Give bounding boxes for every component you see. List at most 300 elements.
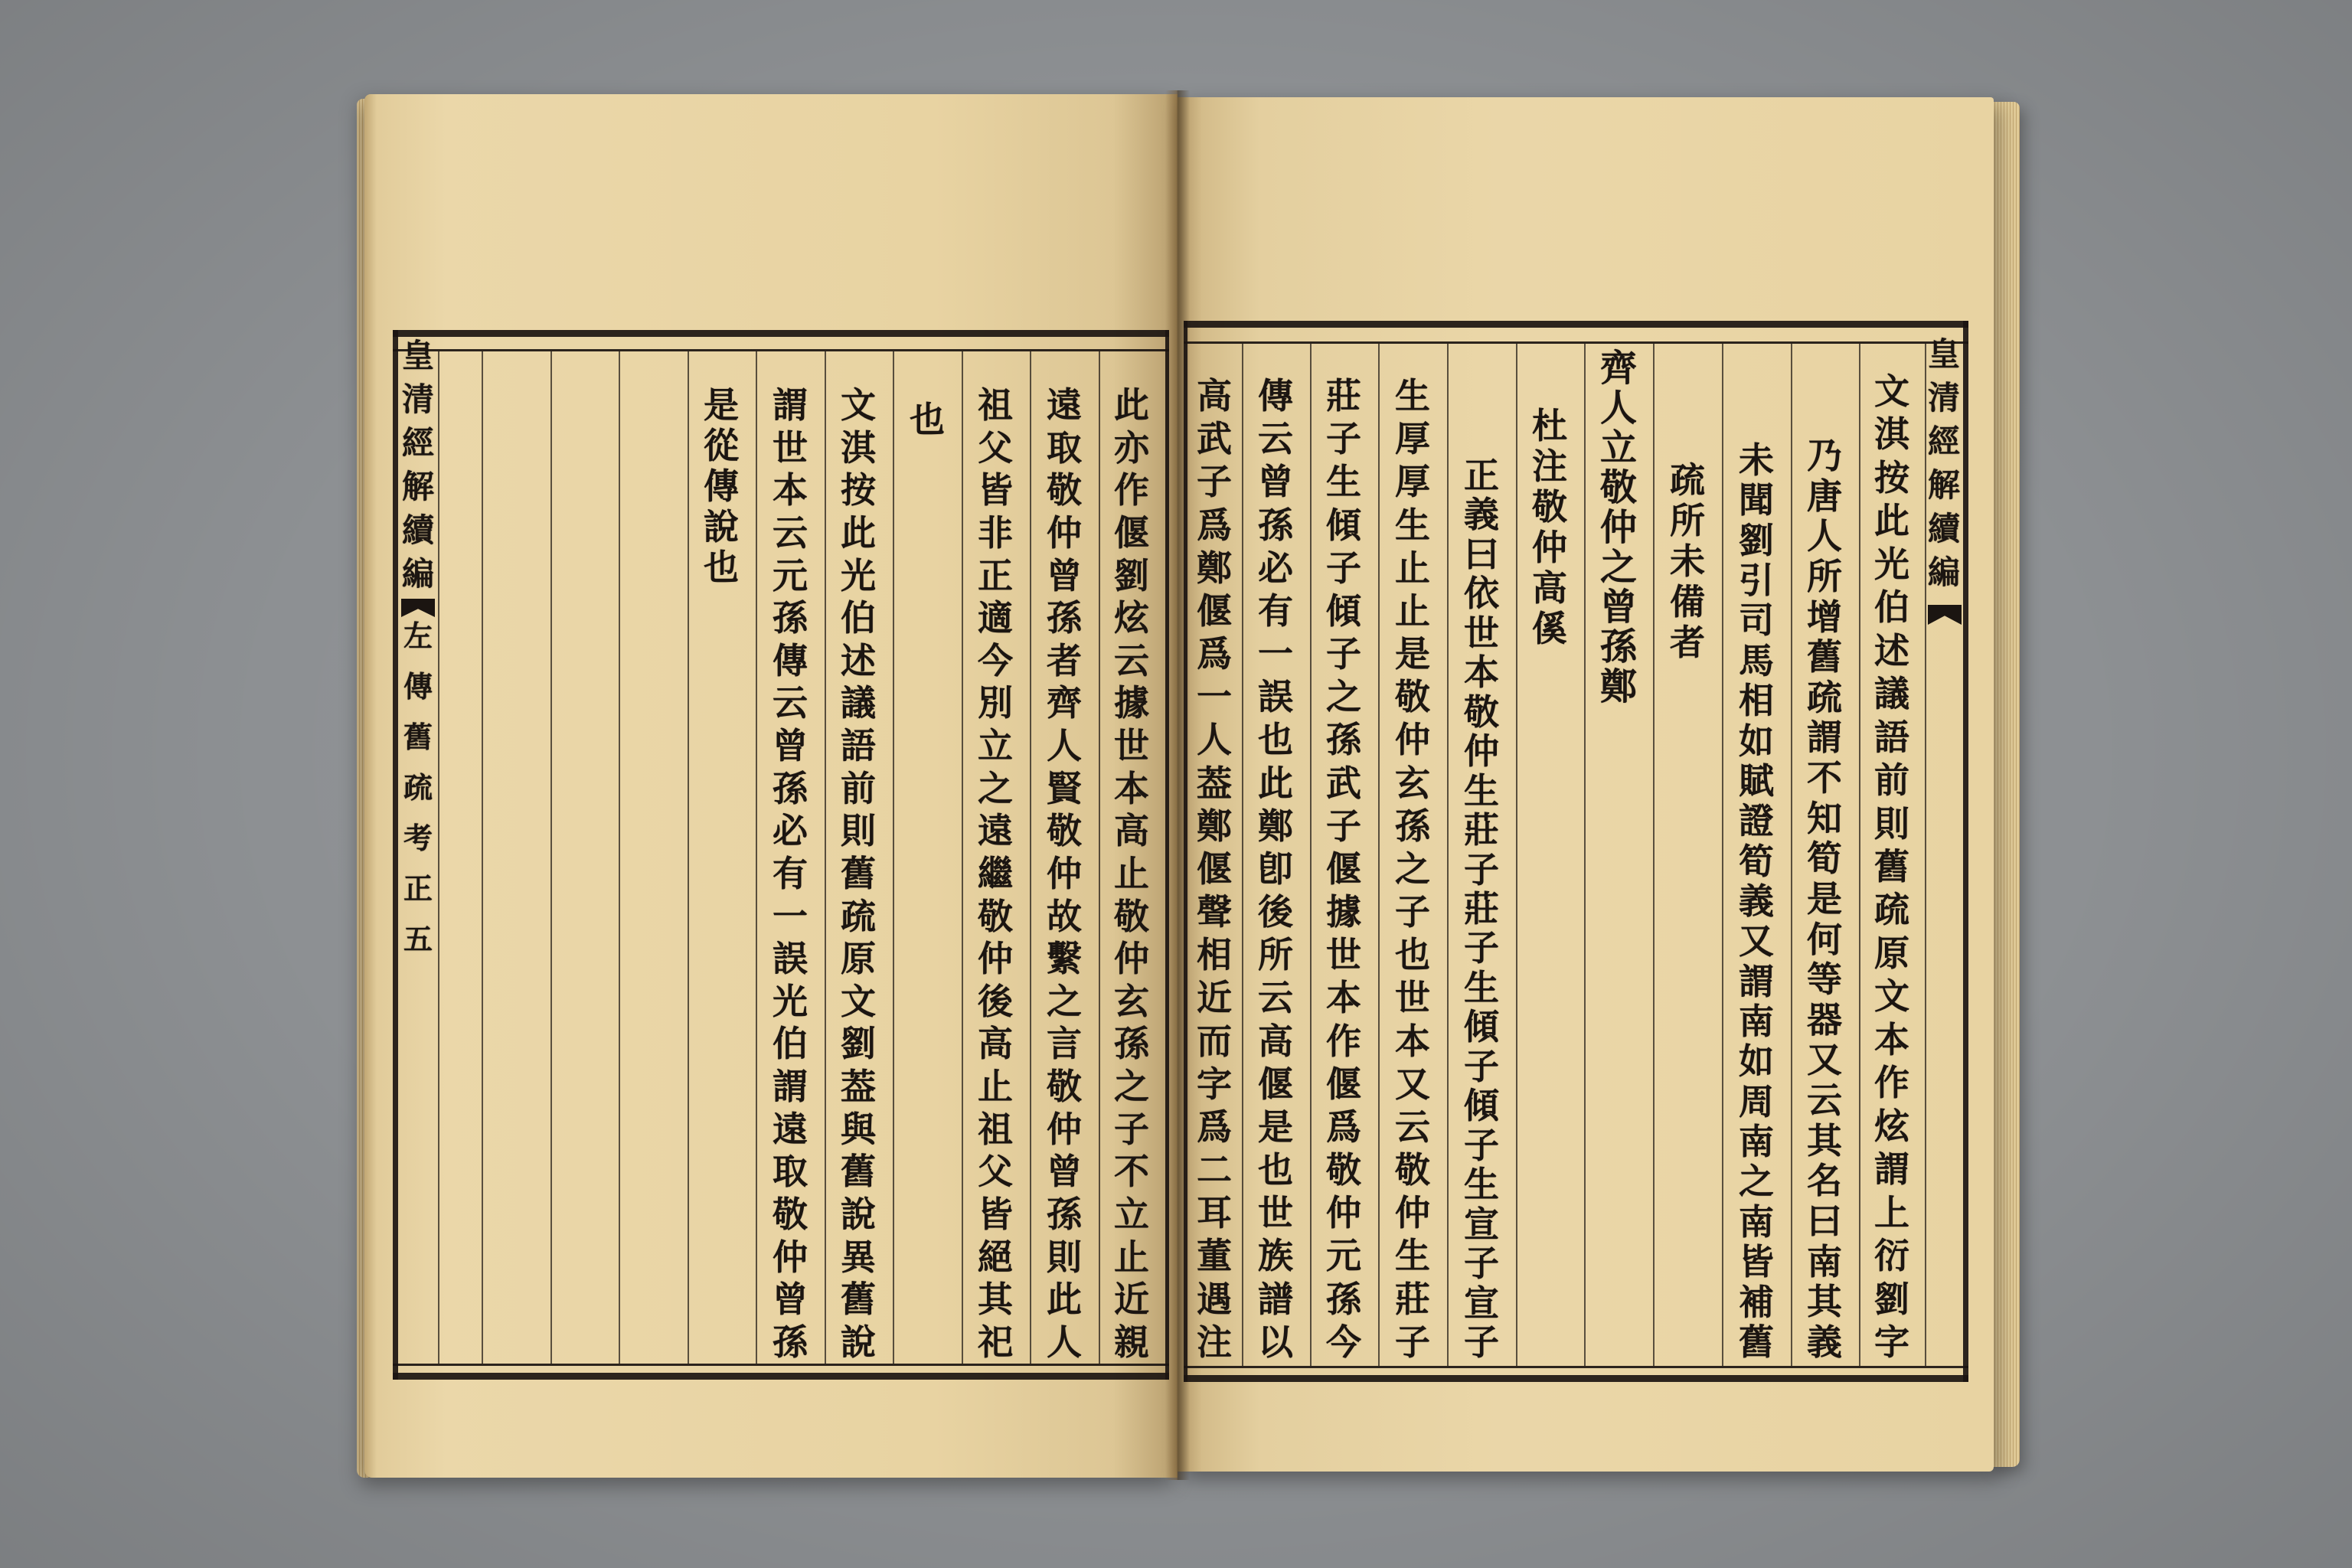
column-rule-line [1653, 344, 1655, 1366]
glyph: 繼 [978, 852, 1013, 894]
left-text-column-7 [689, 384, 753, 588]
glyph: 耳 [1197, 1192, 1232, 1234]
glyph: 鄭 [1197, 547, 1232, 589]
glyph: 生 [1464, 1164, 1499, 1206]
glyph: 議 [841, 682, 876, 724]
glyph: 乃 [1807, 435, 1842, 476]
left-text-column-3 [963, 384, 1027, 1363]
glyph: 莊 [1395, 1278, 1430, 1320]
glyph: 子 [1326, 547, 1361, 589]
glyph: 正 [978, 554, 1013, 596]
glyph: 而 [1197, 1020, 1232, 1062]
glyph: 此 [1114, 384, 1149, 426]
glyph: 南 [1739, 1001, 1774, 1043]
glyph: 孫 [773, 1321, 808, 1363]
column-rule-line [893, 351, 894, 1364]
glyph: 孫 [1047, 597, 1082, 639]
glyph: 作 [1874, 1062, 1909, 1104]
glyph: 淇 [841, 426, 876, 469]
glyph: 說 [841, 1193, 876, 1235]
glyph: 相 [1739, 680, 1774, 722]
glyph: 本 [773, 469, 808, 511]
glyph: 曾 [1258, 461, 1293, 503]
glyph: 止 [1114, 852, 1149, 894]
glyph: 異 [841, 1236, 876, 1278]
glyph: 絕 [978, 1236, 1013, 1278]
glyph: 謂 [773, 384, 808, 426]
glyph: 筍 [1739, 840, 1774, 882]
glyph: 未 [1739, 439, 1774, 481]
glyph: 敬 [1395, 1149, 1430, 1191]
right-text-column-8 [1380, 375, 1445, 1363]
glyph: 云 [773, 682, 808, 724]
glyph: 光 [1874, 543, 1909, 585]
glyph: 爲 [1197, 504, 1232, 546]
glyph: 偃 [1197, 590, 1232, 632]
glyph: 南 [1739, 1121, 1774, 1163]
glyph: 子 [1326, 418, 1361, 460]
glyph: 人 [1807, 515, 1842, 557]
glyph: 劉 [841, 1023, 876, 1065]
glyph: 莊 [1464, 809, 1499, 851]
glyph: 也 [910, 399, 945, 440]
right-page-edge-stack [1989, 102, 2020, 1467]
glyph: 經 [1927, 423, 1960, 460]
glyph: 人 [1599, 387, 1637, 430]
glyph: 曾 [773, 1279, 808, 1321]
glyph: 補 [1739, 1281, 1774, 1323]
glyph: 五 [403, 922, 433, 956]
glyph: 世 [1326, 934, 1361, 976]
glyph: 孫 [1326, 1278, 1361, 1320]
glyph: 族 [1258, 1235, 1293, 1277]
glyph: 是 [704, 384, 739, 426]
glyph: 高 [978, 1023, 1013, 1065]
glyph: 續 [401, 511, 434, 549]
glyph: 者 [1670, 622, 1705, 663]
glyph: 原 [1874, 932, 1909, 974]
glyph: 高 [1258, 1020, 1293, 1062]
glyph: 今 [978, 639, 1013, 681]
glyph: 高 [1197, 375, 1232, 416]
glyph: 別 [978, 682, 1013, 724]
glyph: 子 [1464, 848, 1499, 890]
glyph: 仲 [1395, 719, 1430, 761]
glyph: 前 [1874, 760, 1909, 802]
glyph: 人 [1047, 725, 1082, 766]
glyph: 敬 [773, 1193, 808, 1235]
left-fold-section-label [395, 619, 441, 956]
glyph: 莊 [1464, 887, 1499, 929]
glyph: 亦 [1114, 426, 1149, 469]
glyph: 又 [1739, 920, 1774, 962]
glyph: 子 [1464, 1124, 1499, 1166]
glyph: 疏 [403, 770, 433, 805]
glyph: 正 [1464, 455, 1499, 496]
glyph: 其 [1807, 1119, 1842, 1161]
glyph: 遇 [1197, 1278, 1232, 1320]
glyph: 武 [1197, 418, 1232, 460]
glyph: 作 [1326, 1020, 1361, 1062]
glyph: 故 [1047, 895, 1082, 937]
glyph: 舊 [841, 852, 876, 894]
glyph: 敬 [1047, 469, 1082, 511]
glyph: 後 [978, 980, 1013, 1022]
glyph: 止 [1114, 1236, 1149, 1278]
glyph: 等 [1807, 959, 1842, 1001]
glyph: 清 [401, 381, 434, 418]
glyph: 舊 [841, 1279, 876, 1321]
glyph: 一 [1258, 633, 1293, 675]
glyph: 仲 [1047, 852, 1082, 894]
glyph: 此 [841, 511, 876, 554]
glyph: 立 [978, 725, 1013, 766]
glyph: 孫 [1114, 1023, 1149, 1065]
glyph: 則 [841, 810, 876, 852]
glyph: 注 [1197, 1321, 1232, 1363]
glyph: 誤 [1258, 676, 1293, 718]
right-text-column-2 [1792, 435, 1857, 1363]
glyph: 本 [1464, 652, 1499, 694]
glyph: 孫 [1258, 504, 1293, 546]
right-text-column-10 [1243, 375, 1308, 1363]
right-text-column-9 [1312, 375, 1376, 1363]
glyph: 近 [1114, 1279, 1149, 1321]
glyph: 與 [841, 1108, 876, 1150]
glyph: 云 [1258, 977, 1293, 1019]
glyph: 聞 [1739, 479, 1774, 521]
glyph: 是 [1807, 877, 1842, 920]
glyph: 語 [841, 725, 876, 766]
right-frame-top-thin [1184, 341, 1968, 344]
glyph: 云 [1395, 1106, 1430, 1148]
glyph: 子 [1464, 927, 1499, 969]
glyph: 引 [1739, 560, 1774, 602]
glyph: 子 [1197, 461, 1232, 503]
glyph: 也 [1258, 1149, 1293, 1191]
glyph: 仲 [1464, 730, 1499, 773]
glyph: 光 [773, 980, 808, 1022]
glyph: 名 [1807, 1160, 1842, 1202]
glyph: 敬 [1114, 895, 1149, 937]
glyph: 孫 [1047, 1193, 1082, 1235]
glyph: 云 [1807, 1080, 1842, 1121]
column-rule-line [1722, 344, 1723, 1366]
glyph: 言 [1047, 1023, 1082, 1065]
glyph: 左 [403, 619, 433, 653]
glyph: 世 [1395, 977, 1430, 1019]
glyph: 子 [1395, 1321, 1430, 1363]
column-rule-line [756, 351, 757, 1364]
glyph: 傒 [1532, 608, 1567, 649]
glyph: 繫 [1047, 938, 1082, 980]
glyph: 又 [1395, 1063, 1430, 1105]
glyph: 皆 [978, 1193, 1013, 1235]
glyph: 敬 [978, 895, 1013, 937]
glyph: 傾 [1326, 590, 1361, 632]
glyph: 者 [1047, 639, 1082, 681]
glyph: 也 [1395, 934, 1430, 976]
glyph: 上 [1874, 1191, 1909, 1233]
glyph: 從 [704, 425, 739, 466]
glyph: 曰 [1807, 1200, 1842, 1242]
glyph: 所 [1807, 555, 1842, 597]
glyph: 二 [1197, 1149, 1232, 1191]
glyph: 人 [1047, 1321, 1082, 1363]
glyph: 本 [1395, 1020, 1430, 1062]
glyph: 子 [1114, 1108, 1149, 1150]
glyph: 云 [1258, 418, 1293, 460]
glyph: 仲 [1047, 511, 1082, 554]
glyph: 之 [1326, 676, 1361, 718]
glyph: 議 [1874, 673, 1909, 715]
glyph: 止 [1395, 547, 1430, 589]
glyph: 生 [1326, 461, 1361, 503]
glyph: 子 [1326, 633, 1361, 675]
glyph: 不 [1114, 1151, 1149, 1193]
glyph: 敬 [1047, 810, 1082, 852]
glyph: 據 [1326, 891, 1361, 933]
glyph: 之 [1395, 848, 1430, 890]
glyph: 賢 [1047, 767, 1082, 809]
glyph: 作 [1114, 469, 1149, 511]
left-text-column-2 [1032, 384, 1096, 1363]
glyph: 卽 [1258, 848, 1293, 890]
column-rule-line [482, 351, 483, 1364]
glyph: 司 [1739, 599, 1774, 642]
glyph: 述 [841, 639, 876, 681]
glyph: 證 [1739, 800, 1774, 842]
glyph: 子 [1326, 805, 1361, 847]
glyph: 近 [1197, 977, 1232, 1019]
glyph: 清 [1927, 379, 1960, 416]
glyph: 說 [841, 1321, 876, 1363]
glyph: 文 [1874, 975, 1909, 1018]
glyph: 南 [1807, 1240, 1842, 1282]
glyph: 傾 [1464, 1006, 1499, 1048]
glyph: 編 [401, 555, 434, 593]
glyph: 子 [1395, 891, 1430, 933]
glyph: 敬 [1464, 691, 1499, 733]
glyph: 鄭 [1599, 665, 1637, 708]
right-text-column-11 [1182, 375, 1246, 1363]
glyph: 仲 [1047, 1108, 1082, 1150]
glyph: 爲 [1197, 1106, 1232, 1148]
glyph: 其 [978, 1279, 1013, 1321]
glyph: 皆 [978, 469, 1013, 511]
left-text-column-6 [758, 384, 822, 1363]
glyph: 遠 [978, 810, 1013, 852]
glyph: 有 [773, 852, 808, 894]
glyph: 葢 [1197, 762, 1232, 804]
glyph: 鄭 [1197, 805, 1232, 847]
glyph: 又 [1807, 1039, 1842, 1081]
glyph: 仲 [1395, 1192, 1430, 1234]
glyph: 何 [1807, 918, 1842, 960]
glyph: 劉 [1874, 1278, 1909, 1320]
glyph: 傳 [403, 669, 433, 704]
glyph: 解 [1927, 466, 1960, 504]
glyph: 齊 [1599, 347, 1637, 390]
glyph: 曾 [1047, 554, 1082, 596]
glyph: 爲 [1326, 1106, 1361, 1148]
glyph: 孫 [1395, 805, 1430, 847]
glyph: 偃 [1197, 848, 1232, 890]
column-rule-line [619, 351, 620, 1364]
glyph: 則 [1047, 1236, 1082, 1278]
glyph: 傾 [1326, 504, 1361, 546]
glyph: 伯 [773, 1023, 808, 1065]
glyph: 偃 [1114, 511, 1149, 554]
glyph: 宣 [1464, 1282, 1499, 1324]
glyph: 之 [1047, 980, 1082, 1022]
glyph: 取 [1047, 426, 1082, 469]
glyph: 敬 [1395, 676, 1430, 718]
column-rule-line [1030, 351, 1031, 1364]
glyph: 世 [1114, 725, 1149, 766]
glyph: 遠 [773, 1108, 808, 1150]
glyph: 仲 [1599, 506, 1637, 549]
glyph: 經 [401, 424, 434, 462]
glyph: 考 [403, 821, 433, 855]
glyph: 皇 [1927, 335, 1960, 373]
right-text-column-7 [1449, 455, 1514, 1363]
glyph: 高 [1532, 567, 1567, 609]
glyph: 今 [1326, 1321, 1361, 1363]
glyph: 衍 [1874, 1235, 1909, 1277]
glyph: 炫 [1874, 1105, 1909, 1147]
glyph: 正 [403, 871, 433, 906]
glyph: 一 [1197, 676, 1232, 718]
glyph: 止 [1395, 590, 1430, 632]
glyph: 生 [1395, 375, 1430, 416]
glyph: 疏 [841, 895, 876, 937]
glyph: 謂 [1739, 960, 1774, 1002]
glyph: 未 [1670, 541, 1705, 582]
glyph: 語 [1874, 716, 1909, 758]
glyph: 玄 [1395, 762, 1430, 804]
left-frame-bottom-thin [393, 1364, 1169, 1366]
glyph: 孫 [1326, 719, 1361, 761]
glyph: 此 [1047, 1279, 1082, 1321]
glyph: 所 [1258, 934, 1293, 976]
glyph: 生 [1395, 504, 1430, 546]
glyph: 元 [773, 554, 808, 596]
glyph: 曾 [1599, 586, 1637, 629]
glyph: 器 [1807, 998, 1842, 1040]
glyph: 曾 [1047, 1151, 1082, 1193]
glyph: 備 [1670, 581, 1705, 622]
glyph: 所 [1670, 500, 1705, 541]
glyph: 敬 [1047, 1066, 1082, 1107]
glyph: 謂 [1874, 1148, 1909, 1191]
glyph: 爲 [1197, 633, 1232, 675]
glyph: 編 [1927, 554, 1960, 591]
glyph: 取 [773, 1151, 808, 1193]
glyph: 疏 [1670, 459, 1705, 501]
glyph: 其 [1807, 1281, 1842, 1323]
left-text-column-1 [1099, 384, 1164, 1363]
glyph: 本 [1326, 977, 1361, 1019]
glyph: 義 [1739, 880, 1774, 922]
glyph: 舊 [841, 1151, 876, 1193]
glyph: 炫 [1114, 597, 1149, 639]
glyph: 生 [1464, 769, 1499, 812]
glyph: 謂 [1807, 717, 1842, 759]
glyph: 遠 [1047, 384, 1082, 426]
glyph: 如 [1739, 1040, 1774, 1083]
glyph: 敬 [1326, 1149, 1361, 1191]
glyph: 後 [1258, 891, 1293, 933]
column-rule-line [1378, 344, 1380, 1366]
glyph: 世 [1258, 1192, 1293, 1234]
glyph: 曰 [1464, 533, 1499, 575]
glyph: 厚 [1395, 461, 1430, 503]
glyph: 傳 [1258, 375, 1293, 416]
right-text-column-3 [1724, 439, 1788, 1363]
glyph: 也 [704, 547, 739, 588]
column-rule-line [550, 351, 552, 1364]
glyph: 原 [841, 938, 876, 980]
glyph: 不 [1807, 757, 1842, 799]
left-frame-top-thin [393, 349, 1169, 351]
glyph: 孫 [1599, 626, 1637, 668]
glyph: 以 [1258, 1321, 1293, 1363]
glyph: 之 [1739, 1161, 1774, 1203]
glyph: 之 [978, 767, 1013, 809]
glyph: 依 [1464, 573, 1499, 615]
glyph: 譜 [1258, 1278, 1293, 1320]
right-text-column-6 [1517, 405, 1582, 649]
glyph: 傳 [773, 639, 808, 681]
glyph: 子 [1464, 1243, 1499, 1285]
column-rule-line [1584, 344, 1586, 1366]
glyph: 元 [1326, 1235, 1361, 1277]
glyph: 光 [841, 554, 876, 596]
glyph: 筍 [1807, 838, 1842, 880]
glyph: 非 [978, 511, 1013, 554]
glyph: 偃 [1326, 1063, 1361, 1105]
right-frame-bottom-thin [1184, 1366, 1968, 1368]
glyph: 劉 [1114, 554, 1149, 596]
glyph: 敬 [1599, 466, 1637, 509]
glyph: 謂 [773, 1066, 808, 1107]
glyph: 如 [1739, 720, 1774, 762]
glyph: 解 [401, 468, 434, 505]
glyph: 之 [1599, 546, 1637, 589]
glyph: 祖 [978, 1108, 1013, 1150]
glyph: 生 [1464, 966, 1499, 1008]
left-fold-title [395, 337, 441, 593]
glyph: 云 [1114, 639, 1149, 681]
glyph: 皇 [401, 337, 434, 374]
glyph: 仲 [1326, 1192, 1361, 1234]
glyph: 偃 [1258, 1063, 1293, 1105]
glyph: 劉 [1739, 519, 1774, 561]
glyph: 必 [773, 810, 808, 852]
glyph: 齊 [1047, 682, 1082, 724]
glyph: 父 [978, 426, 1013, 469]
glyph: 說 [704, 506, 739, 547]
glyph: 也 [1258, 719, 1293, 761]
glyph: 誤 [773, 938, 808, 980]
glyph: 孫 [773, 597, 808, 639]
left-text-column-4 [895, 399, 959, 440]
glyph: 本 [1874, 1018, 1909, 1060]
column-rule-line [1447, 344, 1449, 1366]
right-frame-bottom-thick [1184, 1375, 1968, 1382]
left-frame-top-thick [393, 330, 1169, 337]
